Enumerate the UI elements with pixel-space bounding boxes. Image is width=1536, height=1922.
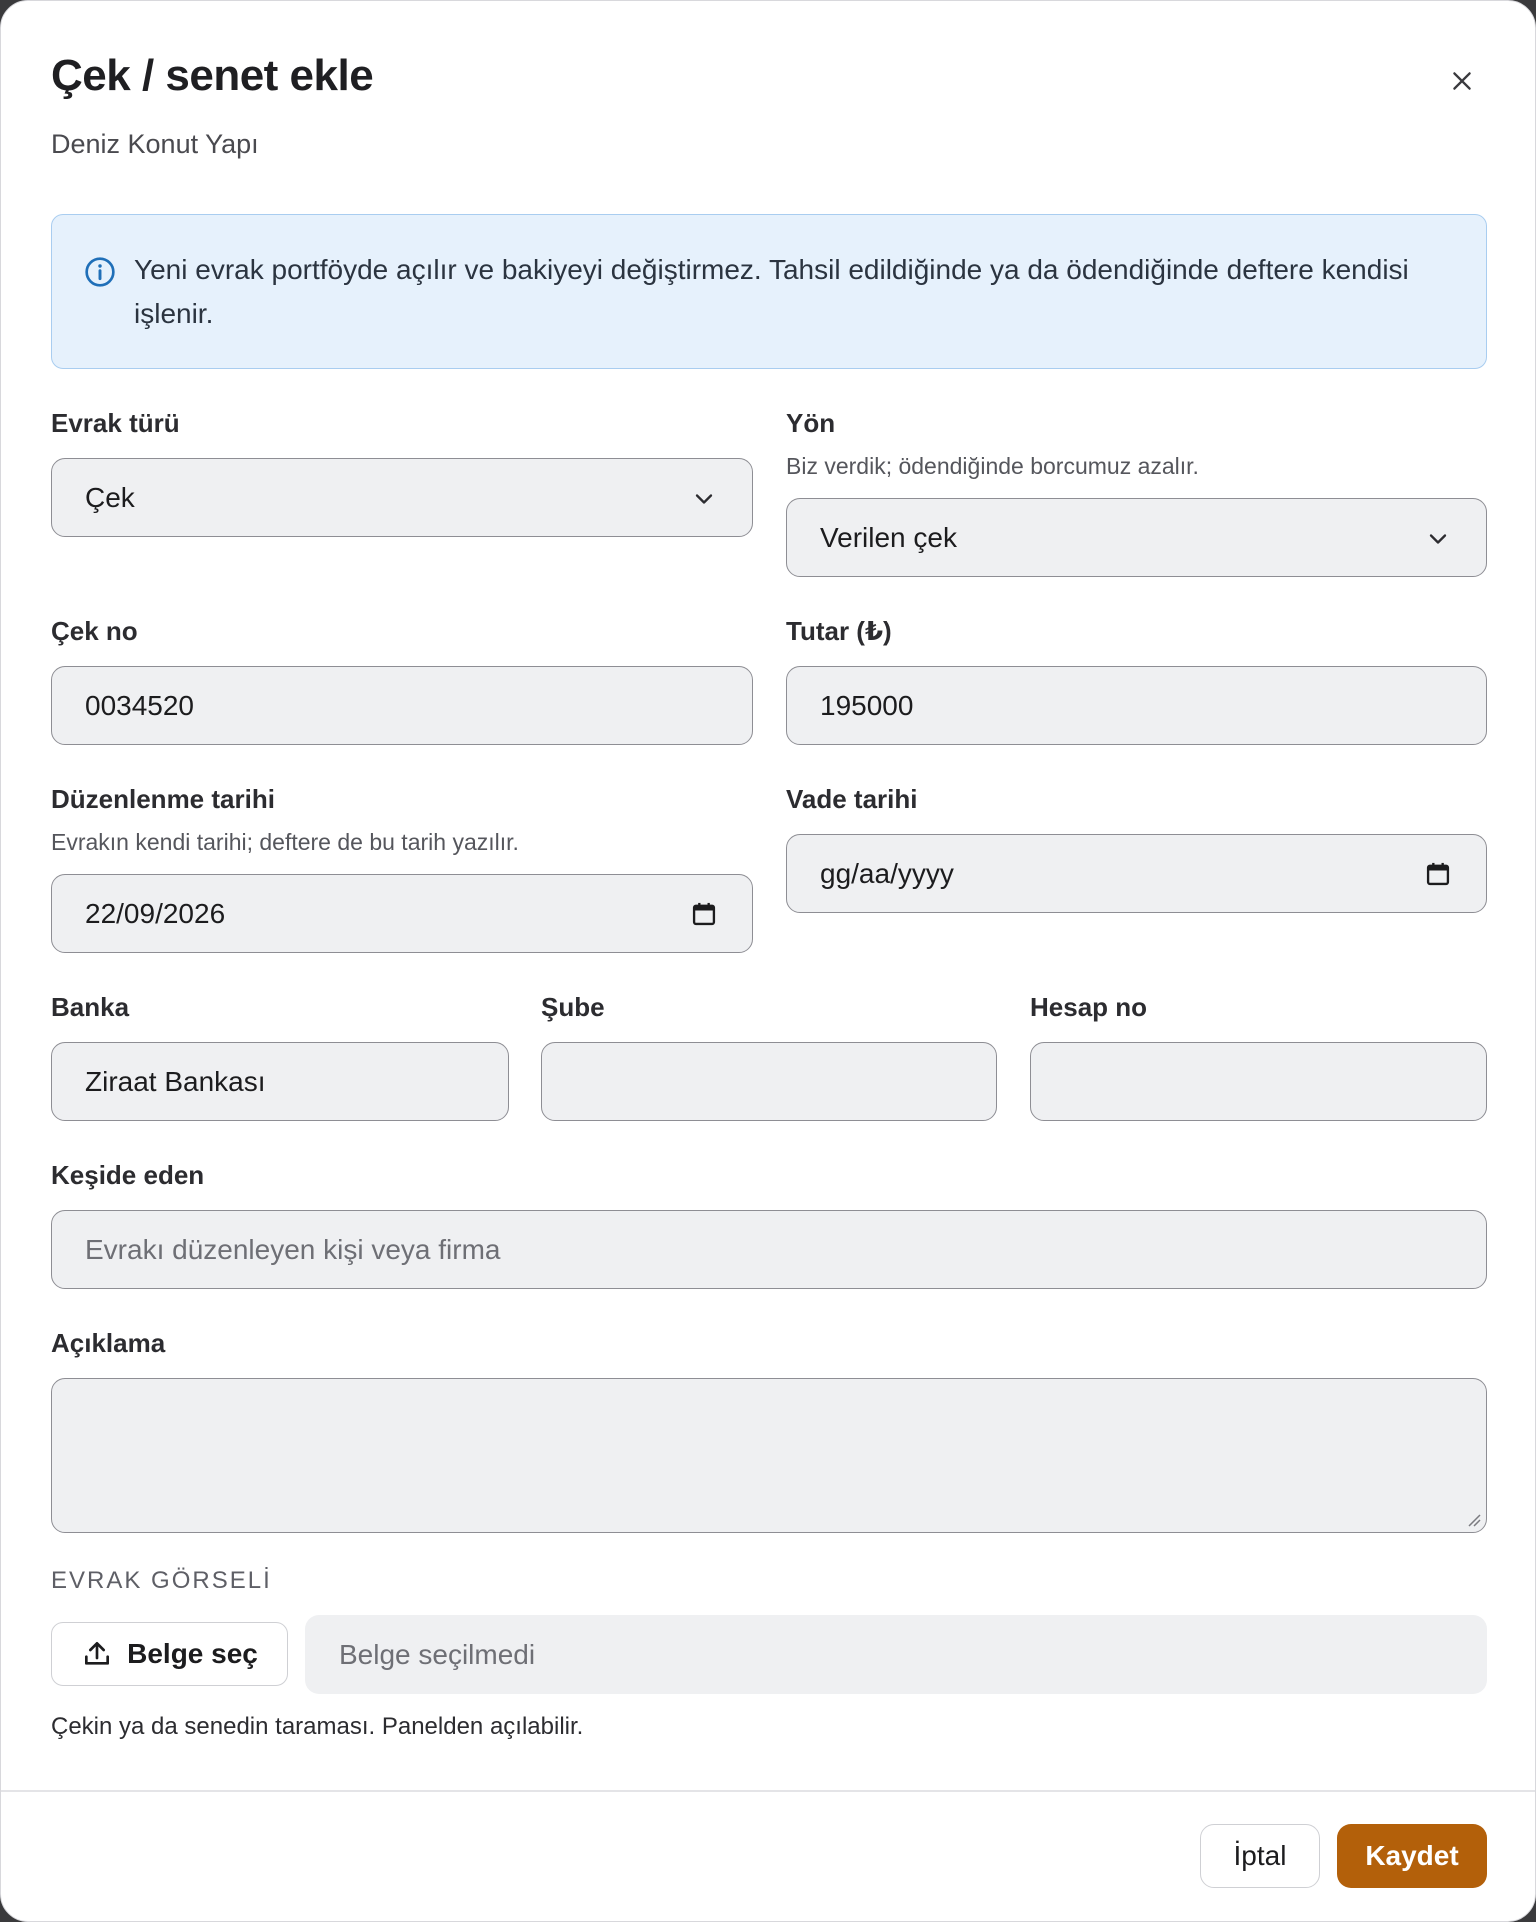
choose-file-button[interactable] — [51, 1622, 288, 1686]
attachment-hint: Çekin ya da senedin taraması. Panelden açılabilir. — [51, 1713, 584, 1740]
issue-date-input[interactable] — [51, 874, 753, 953]
dialog-subtitle: Deniz Konut Yapı — [51, 129, 259, 159]
info-banner — [51, 214, 1487, 369]
save-button[interactable]: Kaydet — [1337, 1824, 1487, 1888]
info-text: Yeni evrak portföyde açılır ve bakiyeyi değiştirmez. Tahsil edildiğinde ya da ödendiğinde deftere kendisi işlenir. — [134, 254, 1409, 329]
dialog-title: Çek / senet ekle — [51, 51, 374, 100]
info-icon — [84, 256, 116, 288]
document-type-label: Evrak türü — [51, 408, 180, 438]
cancel-button[interactable]: İptal — [1200, 1824, 1320, 1888]
direction-hint: Biz verdik; ödendiğinde borcumuz azalır. — [786, 453, 1199, 479]
due-date-placeholder: gg/aa/yyyy — [820, 857, 954, 889]
close-icon — [1449, 68, 1475, 94]
choose-file-label: Belge seç — [127, 1638, 258, 1669]
chevron-down-icon — [690, 485, 718, 513]
description-label: Açıklama — [51, 1328, 166, 1358]
issue-date-value: 22/09/2026 — [85, 897, 226, 929]
drawer-input[interactable] — [51, 1210, 1487, 1289]
check-number-input[interactable] — [51, 666, 753, 745]
direction-value: Verilen çek — [820, 521, 957, 553]
document-type-select[interactable] — [51, 458, 753, 537]
issue-date-label: Düzenlenme tarihi — [51, 784, 275, 814]
chevron-down-icon — [1424, 525, 1452, 553]
due-date-label: Vade tarihi — [786, 784, 918, 814]
amount-input[interactable] — [786, 666, 1487, 745]
close-button[interactable] — [1442, 61, 1482, 101]
bank-input[interactable] — [51, 1042, 509, 1121]
resize-handle-icon[interactable] — [1464, 1510, 1482, 1528]
document-type-value: Çek — [85, 481, 135, 513]
amount-label: Tutar (₺) — [786, 616, 892, 646]
issue-date-hint: Evrakın kendi tarihi; deftere de bu tarih yazılır. — [51, 829, 519, 855]
direction-label: Yön — [786, 408, 836, 438]
file-status: Belge seçilmedi — [305, 1615, 1487, 1694]
check-number-value: 0034520 — [85, 689, 195, 721]
upload-icon — [81, 1638, 113, 1670]
calendar-icon[interactable] — [690, 899, 718, 929]
amount-value: 195000 — [820, 689, 914, 721]
bank-value: Ziraat Bankası — [85, 1065, 266, 1097]
attachment-section-title: EVRAK GÖRSELİ — [51, 1567, 272, 1594]
description-textarea[interactable] — [51, 1378, 1487, 1533]
check-number-label: Çek no — [51, 616, 138, 646]
direction-select[interactable] — [786, 498, 1487, 577]
branch-label: Şube — [541, 992, 605, 1022]
account-number-label: Hesap no — [1030, 992, 1148, 1022]
due-date-input[interactable] — [786, 834, 1487, 913]
drawer-label: Keşide eden — [51, 1160, 205, 1190]
footer-divider — [1, 1790, 1535, 1792]
drawer-placeholder: Evrakı düzenleyen kişi veya firma — [85, 1233, 501, 1265]
bank-label: Banka — [51, 992, 130, 1022]
account-number-input[interactable] — [1030, 1042, 1487, 1121]
calendar-icon[interactable] — [1424, 859, 1452, 889]
branch-input[interactable] — [541, 1042, 997, 1121]
